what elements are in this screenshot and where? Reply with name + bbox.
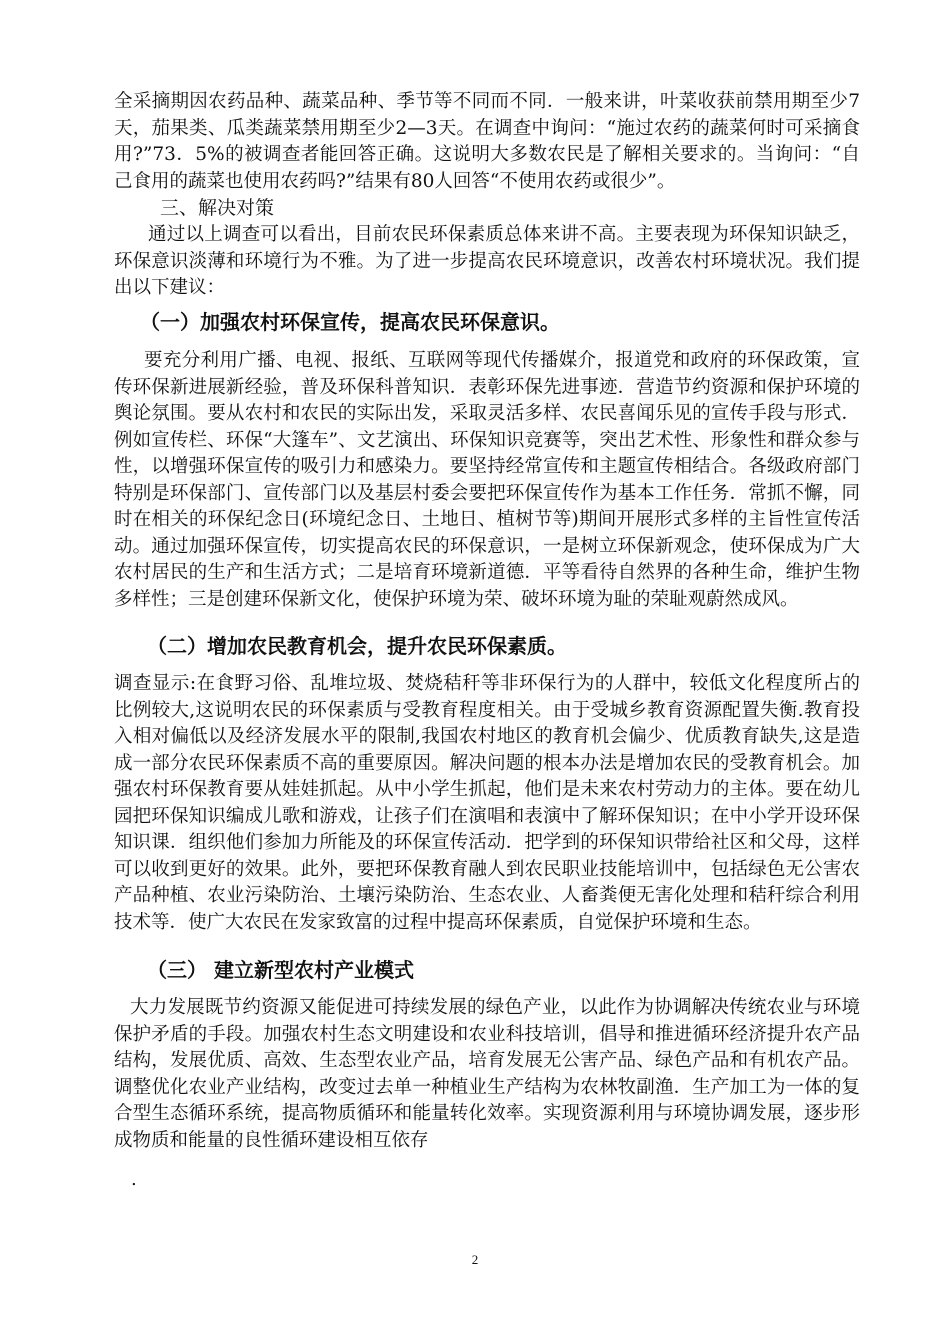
paragraph-1-block bbox=[114, 348, 860, 613]
paragraph-2-block bbox=[114, 671, 860, 936]
summary-paragraph-block bbox=[114, 222, 860, 302]
intro-paragraph: 全采摘期因农药品种、蔬菜品种、季节等不同而不同．一般来讲，叶菜收获前禁用期至少7天，茄果类、瓜类蔬菜禁用期至少2—3天。在调查中询问：“施过农药的蔬菜何时可采摘食用?”73．5%的被调查者能回答正确。这说明大多数农民是了解相关要求的。当询问：“自己食用的蔬菜也使用农药吗?”结果有80人回答“不使用农药或很少”。 bbox=[114, 91, 860, 192]
page-number: 2 bbox=[471, 1252, 479, 1267]
paragraph-3-block bbox=[114, 995, 860, 1154]
paragraph-2: 调查显示:在食野习俗、乱堆垃圾、焚烧秸秆等非环保行为的人群中，较低文化程度所占的比例较大,这说明农民的环保素质与受教育程度相关。由于受城乡教育资源配置失衡.教育投入相对偏低以及经济发展水平的限制,我国农村地区的教育机会偏少、优质教育缺失,这是造成一部分农民环保素质不高的重要原因。解决问题的根本办法是增加农民的受教育机会。加强农村环保教育要从娃娃抓起。从中小学生抓起，他们是未来农村劳动力的主体。要在幼儿园把环保知识编成儿歌和游戏，让孩子们在演唱和表演中了解环保知识；在中小学开设环保知识课．组织他们参加力所能及的环保宣传活动．把学到的环保知识带给社区和父母，这样可以收到更好的效果。此外，要把环保教育融人到农民职业技能培训中，包括绿色无公害农产品种植、农业污染防治、土壤污染防治、生态农业、人畜粪便无害化处理和秸秆综合利用技术等．使广大农民在发家致富的过程中提高环保素质，自觉保护环境和生态。 bbox=[114, 673, 860, 933]
subheading-2: （二）增加农民教育机会，提升农民环保素质。 bbox=[147, 634, 567, 658]
subheading-3: （三） 建立新型农村产业模式 bbox=[147, 958, 414, 982]
section-heading: 三、解决对策 bbox=[160, 197, 275, 219]
summary-paragraph: 通过以上调查可以看出，目前农民环保素质总体来讲不高。主要表现为环保知识缺乏，环保意识淡薄和环境行为不雅。为了进一步提高农民环境意识，改善农村环境状况。我们提出以下建议： bbox=[114, 224, 860, 298]
trailing-dot: . bbox=[131, 1169, 137, 1190]
subheading-1: （一）加强农村环保宣传，提高农民环保意识。 bbox=[140, 310, 560, 334]
paragraph-1: 要充分利用广播、电视、报纸、互联网等现代传播媒介，报道党和政府的环保政策，宣传环保新进展新经验，普及环保科普知识．表彰环保先进事迹．营造节约资源和保护环境的舆论氛围。要从农村和农民的实际出发，采取灵活多样、农民喜闻乐见的宣传手段与形式．例如宣传栏、环保“大篷车”、文艺演出、环保知识竞赛等，突出艺术性、形象性和群众参与性，以增强环保宣传的吸引力和感染力。要坚持经常宣传和主题宣传相结合。各级政府部门特别是环保部门、宣传部门以及基层村委会要把环保宣传作为基本工作任务．常抓不懈，同时在相关的环保纪念日(环境纪念日、土地日、植树节等)期间开展形式多样的主旨性宣传活动。通过加强环保宣传，切实提高农民的环保意识，一是树立环保新观念，使环保成为广大农村居民的生产和生活方式；二是培育环境新道德．平等看待自然界的各种生命，维护生物多样性；三是创建环保新文化，使保护环境为荣、破坏环境为耻的荣耻观蔚然成风。 bbox=[114, 350, 860, 610]
paragraph-3: 大力发展既节约资源又能促进可持续发展的绿色产业，以此作为协调解决传统农业与环境保护矛盾的手段。加强农村生态文明建设和农业科技培训，倡导和推进循环经济提升农产品结构，发展优质、高效、生态型农业产品，培育发展无公害产品、绿色产品和有机农产品。调整优化农业产业结构，改变过去单一种植业生产结构为农林牧副渔．生产加工为一体的复合型生态循环系统，提高物质循环和能量转化效率。实现资源利用与环境协调发展，逐步形成物质和能量的良性循环建设相互依存 bbox=[114, 997, 860, 1151]
intro-paragraph-block bbox=[114, 89, 860, 195]
